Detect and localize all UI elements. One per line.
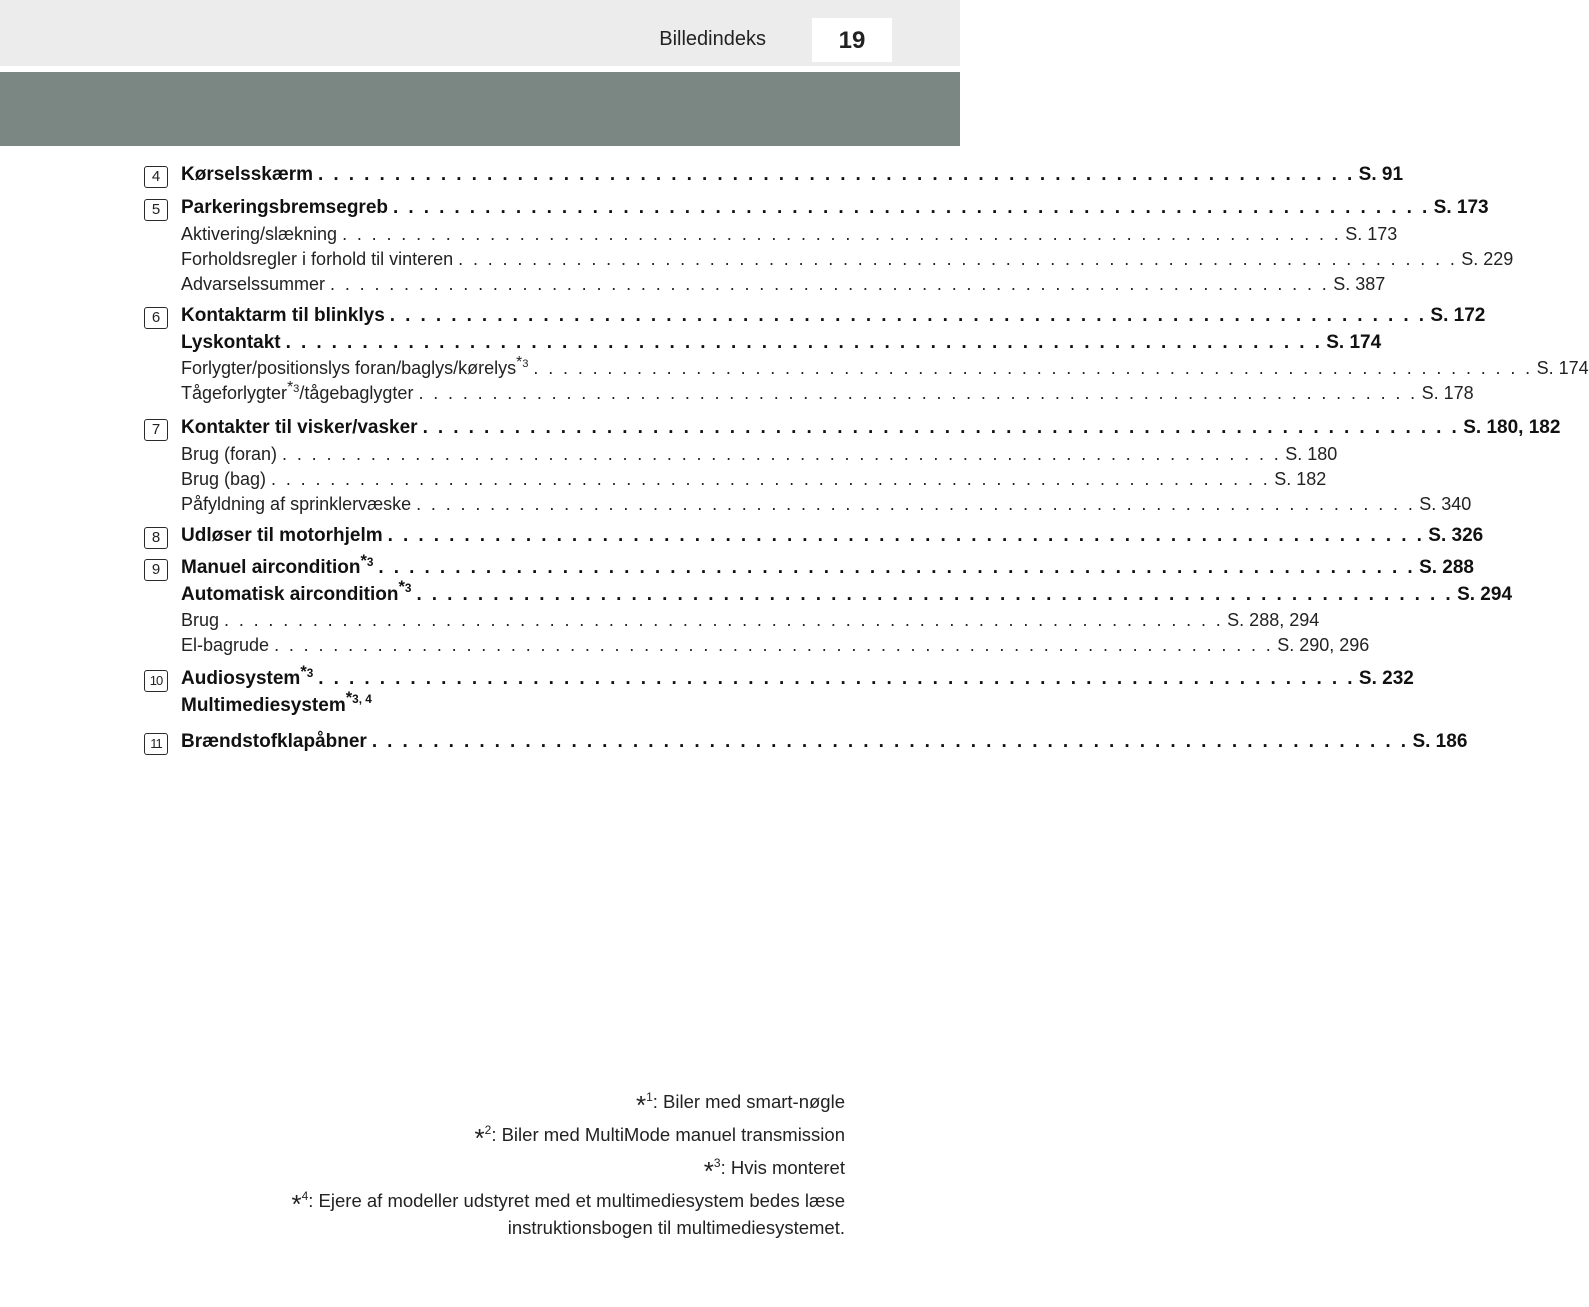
dot-leader: . . . . . . . . . . . . . . . . . . . . . . . . . . . . . . . . . . . . . . . . . . . . . . . . . . . . . . . . . . . . . . . . . . . . (422, 417, 1460, 438)
page-number-box (812, 18, 892, 62)
dot-leader: . . . . . . . . . . . . . . . . . . . . . . . . . . . . . . . . . . . . . . . . . . . . . . . . . . . . . . . . . . . . . . . . . . . . (418, 383, 1418, 403)
page-number: 19 (838, 27, 866, 54)
entry-label (181, 551, 378, 579)
entry-label-text: Multimediesystem (181, 694, 346, 716)
entry-label-text: Aktivering/slækning (181, 223, 338, 244)
index-subentry[interactable] (181, 354, 1589, 383)
entry-label-text: Tågeforlygter (181, 383, 288, 403)
index-heading[interactable] (181, 331, 1382, 358)
entry-label (181, 354, 533, 379)
footnote-ref: *3 (360, 551, 374, 570)
entry-label-text: Udløser til motorhjelm (181, 525, 383, 546)
dot-leader: . . . . . . . . . . . . . . . . . . . . . . . . . . . . . . . . . . . . . . . . . . . . . . . . . . . . . . . . . . . . . . . . . . . . (416, 493, 1416, 514)
page-reference[interactable]: S. 229 (1461, 248, 1514, 269)
entry-label-text: El-bagrude (181, 635, 270, 655)
footnote: *$^3$: Hvis monteret (703, 1155, 845, 1186)
index-heading[interactable] (181, 551, 1474, 583)
dot-leader: . . . . . . . . . . . . . . . . . . . . . . . . . . . . . . . . . . . . . . . . . . . . . . . . . . . . . . . . . . . . . . . . . . . . (318, 668, 1355, 689)
page-reference[interactable]: S. 174 (1536, 358, 1589, 378)
dot-leader: . . . . . . . . . . . . . . . . . . . . . . . . . . . . . . . . . . . . . . . . . . . . . . . . . . . . . . . . . . . . . . . . . . . . (224, 610, 1224, 630)
dot-leader: . . . . . . . . . . . . . . . . . . . . . . . . . . . . . . . . . . . . . . . . . . . . . . . . . . . . . . . . . . . . . . . . . . . . (378, 557, 1416, 578)
page-reference[interactable]: S. 326 (1428, 525, 1484, 546)
index-heading[interactable] (181, 731, 1468, 757)
dot-leader: . . . . . . . . . . . . . . . . . . . . . . . . . . . . . . . . . . . . . . . . . . . . . . . . . . . . . . . . . . . . . . . . . . . . (271, 468, 1271, 489)
entry-label-text: Manuel aircondition (181, 557, 361, 578)
footnote-continuation: instruktionsbogen til multimediesystemet. (507, 1217, 845, 1238)
page-reference[interactable]: S. 182 (1274, 468, 1327, 489)
page-reference[interactable]: S. 387 (1333, 273, 1386, 294)
entry-label (181, 731, 372, 753)
entry-label-text: Audiosystem (181, 668, 301, 689)
page-reference[interactable]: S. 340 (1419, 493, 1472, 514)
page-reference[interactable]: S. 91 (1358, 164, 1404, 185)
entry-label-text: Brug (181, 610, 220, 630)
entry-label-text: Forlygter/positionslys foran/baglys/kørelys (181, 358, 517, 378)
footnote-ref: *3 (516, 354, 529, 371)
entry-label-text: Lyskontakt (181, 331, 281, 353)
section-banner (0, 72, 960, 146)
entry-label (181, 578, 416, 606)
index-heading[interactable] (181, 305, 1486, 331)
page-reference[interactable]: S. 180, 182 (1463, 417, 1561, 438)
index-heading[interactable] (181, 578, 1513, 610)
index-subentry[interactable] (181, 635, 1370, 660)
index-heading[interactable] (181, 164, 1404, 190)
index-subentry[interactable] (181, 223, 1398, 249)
entry-label (181, 164, 318, 186)
entry-label (181, 332, 286, 354)
index-subentry[interactable] (181, 273, 1386, 299)
footnote-ref: *3 (398, 578, 412, 597)
dot-leader: . . . . . . . . . . . . . . . . . . . . . . . . . . . . . . . . . . . . . . . . . . . . . . . . . . . . . . . . . . . . . . . . . . . . (416, 583, 1454, 605)
entry-marker-9: 9 (144, 559, 168, 581)
index-subentry[interactable] (181, 610, 1320, 635)
entry-label-text: Brændstofklapåbner (181, 731, 367, 752)
entry-label (181, 635, 274, 656)
entry-label-text: Kørselsskærm (181, 164, 314, 185)
page-reference[interactable]: S. 288 (1419, 557, 1474, 578)
entry-label (181, 662, 318, 690)
entry-label: Tågeforlygter$^{*3}$/tågebaglygter (181, 379, 414, 403)
page-reference[interactable]: S. 290, 296 (1277, 635, 1370, 655)
dot-leader: . . . . . . . . . . . . . . . . . . . . . . . . . . . . . . . . . . . . . . . . . . . . . . . . . . . . . . . . . . . . . . . . . . . . (285, 331, 1323, 353)
asterisk-icon: * (703, 1156, 714, 1186)
entry-label (181, 305, 390, 327)
dot-leader: . . . . . . . . . . . . . . . . . . . . . . . . . . . . . . . . . . . . . . . . . . . . . . . . . . . . . . . . . . . . . . . . . . . . (458, 248, 1458, 269)
dot-leader: . . . . . . . . . . . . . . . . . . . . . . . . . . . . . . . . . . . . . . . . . . . . . . . . . . . . . . . . . . . . . . . . . . . . (342, 223, 1342, 244)
entry-marker-10: 10 (144, 670, 168, 692)
index-subentry[interactable] (181, 443, 1338, 469)
page-reference[interactable]: S. 174 (1326, 331, 1382, 353)
page-reference[interactable]: S. 173 (1345, 223, 1398, 244)
asterisk-icon: * (635, 1090, 647, 1120)
footnote-ref: *3 (287, 379, 300, 396)
dot-leader: . . . . . . . . . . . . . . . . . . . . . . . . . . . . . . . . . . . . . . . . . . . . . . . . . . . . . . . . . . . . . . . . . . . . (274, 635, 1274, 655)
entry-label (181, 525, 388, 547)
entry-label-text: Kontaktarm til blinklys (181, 305, 385, 326)
footnote: *$^2$: Biler med MultiMode manuel transmission (474, 1122, 845, 1153)
index-subentry[interactable] (181, 468, 1327, 494)
entry-marker-5: 5 (144, 199, 168, 221)
entry-marker-11: 11 (144, 733, 168, 755)
entry-label-text: Advarselssummer (181, 273, 326, 294)
dot-leader: . . . . . . . . . . . . . . . . . . . . . . . . . . . . . . . . . . . . . . . . . . . . . . . . . . . . . . . . . . . . . . . . . . . . (533, 358, 1533, 378)
entry-label (181, 610, 224, 631)
entry-marker-6: 6 (144, 307, 168, 329)
page-reference[interactable]: S. 232 (1358, 668, 1414, 689)
page-reference[interactable]: S. 180 (1285, 443, 1338, 464)
index-subentry[interactable] (181, 379, 1474, 408)
entry-label (181, 689, 377, 717)
entry-label-text: Kontakter til visker/vasker (181, 417, 418, 438)
index-heading[interactable] (181, 662, 1414, 694)
index-heading[interactable] (181, 417, 1561, 443)
index-subentry[interactable] (181, 493, 1472, 519)
footnote: *$^1$: Biler med smart-nøgle (635, 1089, 845, 1120)
entry-marker-7: 7 (144, 419, 168, 441)
entry-label-text: Påfyldning af sprinklervæske (181, 493, 412, 514)
dot-leader: . . . . . . . . . . . . . . . . . . . . . . . . . . . . . . . . . . . . . . . . . . . . . . . . . . . . . . . . . . . . . . . . . . . . (389, 305, 1427, 326)
entry-label (181, 197, 393, 219)
page-reference[interactable]: S. 186 (1412, 731, 1468, 752)
dot-leader: . . . . . . . . . . . . . . . . . . . . . . . . . . . . . . . . . . . . . . . . . . . . . . . . . . . . . . . . . . . . . . . . . . . . (371, 731, 1409, 752)
entry-label (181, 444, 282, 465)
dot-leader: . . . . . . . . . . . . . . . . . . . . . . . . . . . . . . . . . . . . . . . . . . . . . . . . . . . . . . . . . . . . . . . . . . . . (393, 197, 1430, 218)
entry-marker-4: 4 (144, 166, 168, 188)
dot-leader: . . . . . . . . . . . . . . . . . . . . . . . . . . . . . . . . . . . . . . . . . . . . . . . . . . . . . . . . . . . . . . . . . . . . (318, 164, 1355, 185)
entry-label-text: Brug (foran) (181, 443, 278, 464)
entry-label-text: Parkeringsbremsegreb (181, 197, 388, 218)
index-heading[interactable] (181, 525, 1484, 551)
entry-marker-8: 8 (144, 527, 168, 549)
page-reference[interactable]: S. 173 (1433, 197, 1489, 218)
entry-label-text: Forholdsregler i forhold til vinteren (181, 248, 454, 269)
footnotes (291, 1084, 845, 1240)
dot-leader: . . . . . . . . . . . . . . . . . . . . . . . . . . . . . . . . . . . . . . . . . . . . . . . . . . . . . . . . . . . . . . . . . . . . (282, 443, 1282, 464)
entry-label (181, 274, 330, 295)
entry-label (181, 494, 416, 515)
entry-label (181, 249, 458, 270)
section-title: Billedindeks (659, 28, 766, 50)
dot-leader: . . . . . . . . . . . . . . . . . . . . . . . . . . . . . . . . . . . . . . . . . . . . . . . . . . . . . . . . . . . . . . . . . . . . (387, 525, 1425, 546)
entry-label (181, 417, 423, 439)
entry-label (181, 469, 271, 490)
index-heading[interactable] (181, 689, 810, 721)
entry-label-text: Brug (bag) (181, 468, 267, 489)
page-reference[interactable]: S. 294 (1457, 583, 1513, 605)
entry-label-text: Automatisk aircondition (181, 583, 399, 605)
footnote-ref: *3, 4 (345, 689, 372, 708)
footnote: *$^4$: Ejere af modeller udstyret med et multimediesystem bedes læse (291, 1188, 845, 1219)
page-reference[interactable]: S. 178 (1421, 383, 1474, 403)
asterisk-icon: * (474, 1123, 485, 1153)
dot-leader: . . . . . . . . . . . . . . . . . . . . . . . . . . . . . . . . . . . . . . . . . . . . . . . . . . . . . . . . . . . . . . . . . . . . (330, 273, 1330, 294)
page-reference[interactable]: S. 288, 294 (1227, 610, 1320, 630)
page-reference[interactable]: S. 172 (1430, 305, 1486, 326)
asterisk-icon: * (291, 1189, 302, 1219)
index-subentry[interactable] (181, 248, 1514, 274)
footnote-ref: *3 (300, 662, 314, 681)
index-heading[interactable] (181, 197, 1489, 223)
entry-label (181, 224, 342, 245)
